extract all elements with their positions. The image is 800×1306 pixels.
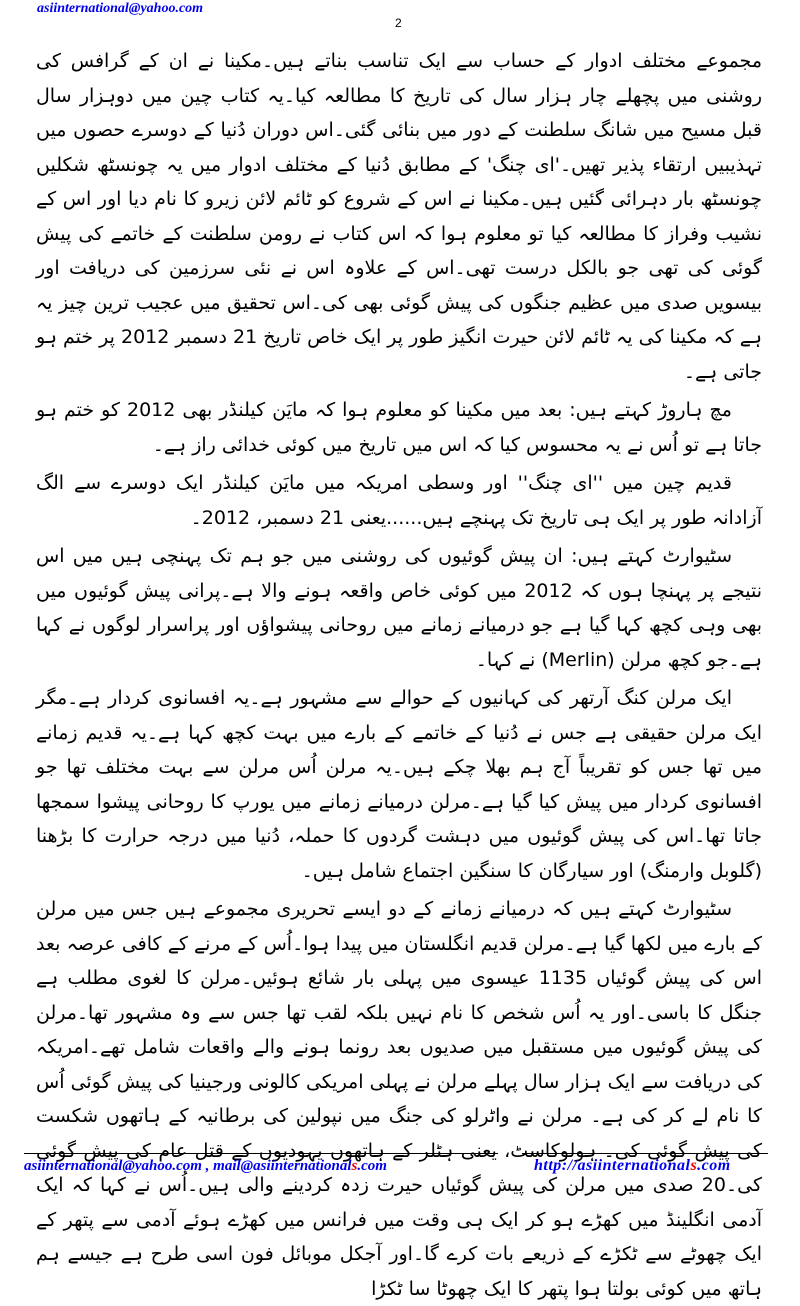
paragraph-3: قدیم چین میں ''ای چنگ'' اور وسطی امریکہ میں مایَن کیلنڈر ایک دوسرے سے الگ آزادانہ طور پر ایک ہی تاریخ تک پہنچے ہیں......یعنی 21 دسمبر، 2012۔ <box>36 472 762 529</box>
footer-divider-left <box>24 1153 498 1154</box>
paragraph-5: ایک مرلن کنگ آرتھر کی کہانیوں کے حوالے سے مشہور ہے۔یہ افسانوی کردار ہے۔مگر ایک مرلن حقیقی ہے جس نے دُنیا کے خاتمے کے بارے میں بہت کچھ کہا ہے۔یہ قدیم زمانے میں تھا جس کو تقریباً آج ہم بھلا چکے ہیں۔یہ مرلن اُس مرلن سے بہت مختلف تھا جو افسانوی کردار میں پیش کیا گیا ہے۔مرلن درمیانے زمانے میں یورپ کا روحانی پیشوا سمجھا جاتا تھا۔اس کی پیش گوئیوں میں دہشت گردوں کا حملہ، دُنیا میں درجہ حرارت کا بڑھنا (گلوبل وارمنگ) اور سیارگان کا سنگین اجتماع شامل ہیں۔ <box>36 687 762 882</box>
footer-email-links[interactable] <box>24 1157 387 1175</box>
footer-url-text[interactable]: http://asiinternational <box>534 1157 691 1174</box>
paragraph-4: سٹیوارٹ کہتے ہیں: ان پیش گوئیوں کی روشنی میں جو ہم تک پہنچی ہیں میں اس نتیجے پر پہنچا ہوں کہ 2012 میں کوئی خاص واقعہ ہونے والا ہے۔پرانی پیش گوئیوں میں بھی وہی کچھ کہا گیا ہے جو درمیانے زمانے میں روحانی پیشواؤں اور پراسرار لوگوں نے کہا ہے۔جو کچھ مرلن (Merlin) نے کہا۔ <box>36 545 762 671</box>
article-body <box>36 44 762 1306</box>
paragraph-2: مچ ہاروڑ کہتے ہیں: بعد میں مکینا کو معلوم ہوا کہ مایَن کیلنڈر بھی 2012 کو ختم ہو جاتا ہے تو اُس نے یہ محسوس کیا کہ اس میں تاریخ میں کوئی خدائی راز ہے۔ <box>36 399 762 456</box>
header-email-link[interactable]: asiinternational@yahoo.com <box>37 1 204 16</box>
footer-url-accent[interactable]: s <box>690 1157 698 1174</box>
paragraph-6: سٹیوارٹ کہتے ہیں کہ درمیانے زمانے کے دو ایسے تحریری مجموعے ہیں جس میں مرلن کے بارے میں لکھا گیا ہے۔مرلن قدیم انگلستان میں پیدا ہوا۔اُس کے مرنے کے کافی عرصہ بعد اس کی پیش گوئیاں 1135 عیسوی میں پہلی بار شائع ہوئیں۔مرلن کا لغوی مطلب ہے جنگل کا باسی۔اور یہ اُس شخص کا نام نہیں بلکہ لقب تھا جس سے وہ مشہور تھا۔مرلن کی پیش گوئیوں میں مستقبل میں صدیوں بعد رونما ہونے والے واقعات شامل تھے۔امریکہ کی دریافت سے ایک ہزار سال پہلے مرلن نے پہلی امریکی کالونی ورجینیا کی پیش گوئی اُس کا نام لے کر کی ہے۔ مرلن نے واٹرلو کی جنگ میں نپولین کی برطانیہ کے ہاتھوں شکست کی پیش گوئی کی۔ ہولوکاسٹ، یعنی ہٹلر کے ہاتھوں یہودیوں کے قتل عام کی پیش گوئی کی۔20 صدی میں مرلن کی پیش گوئیاں حیرت زدہ کردینے والی ہیں۔اُس نے کہا کہ ایک آدمی انگلینڈ میں کھڑے ہو کر ایک ہی وقت میں فرانس میں کھڑے ہوئے آدمی سے پتھر کے ایک چھوٹے سے ٹکڑے کے ذریعے بات کرے گا۔اور آجکل موبائل فون اسی طرح ہے جیسے ہم ہاتھ میں کوئی بولتا ہوا پتھر کا ایک چھوٹا سا ٹکڑا <box>36 898 762 1300</box>
footer-email-text[interactable]: asiinternational@yahoo.com , mail@asiinternational <box>24 1158 352 1174</box>
footer-divider-right <box>522 1153 768 1154</box>
footer-email-suffix[interactable]: .com <box>357 1158 387 1174</box>
footer-url-suffix[interactable]: .com <box>697 1157 731 1174</box>
paragraph-1: مجموعے مختلف ادوار کے حساب سے ایک تناسب بناتے ہیں۔مکینا نے ان کے گرافس کی روشنی میں پچھلے چار ہزار سال کی تاریخ کا مطالعہ کیا۔یہ کتاب چین میں دوہزار سال قبل مسیح میں شانگ سلطنت کے دور میں بنائی گئی۔اس دوران دُنیا کے دوسرے حصوں میں تہذیبیں ارتقاء پذیر تھیں۔'ای چنگ' کے مطابق دُنیا کے مختلف ادوار میں یہ چونسٹھ شکلیں چونسٹھ بار دہرائی گئیں ہیں۔مکینا نے اس کے شروع کو ٹائم لائن زیرو کا نام دیا اور اس کے نشیب وفراز کا مطالعہ کیا تو معلوم ہوا کہ اس کتاب نے رومن سلطنت کے خاتمے کی پیش گوئی کی تھی جو بالکل درست تھی۔اس کے علاوہ اس نے نئی سرزمین کی دریافت اور بیسویں صدی میں عظیم جنگوں کی پیش گوئی بھی کی۔اس تحقیق میں عجیب ترین چیز یہ ہے کہ مکینا کی یہ ٹائم لائن حیرت انگیز طور پر ایک خاص تاریخ 21 دسمبر 2012 پر ختم ہو جاتی ہے۔ <box>36 50 762 383</box>
page-number: 2 <box>395 16 402 30</box>
footer-website-link[interactable] <box>534 1157 731 1175</box>
footer-email-accent[interactable]: s <box>351 1158 358 1174</box>
